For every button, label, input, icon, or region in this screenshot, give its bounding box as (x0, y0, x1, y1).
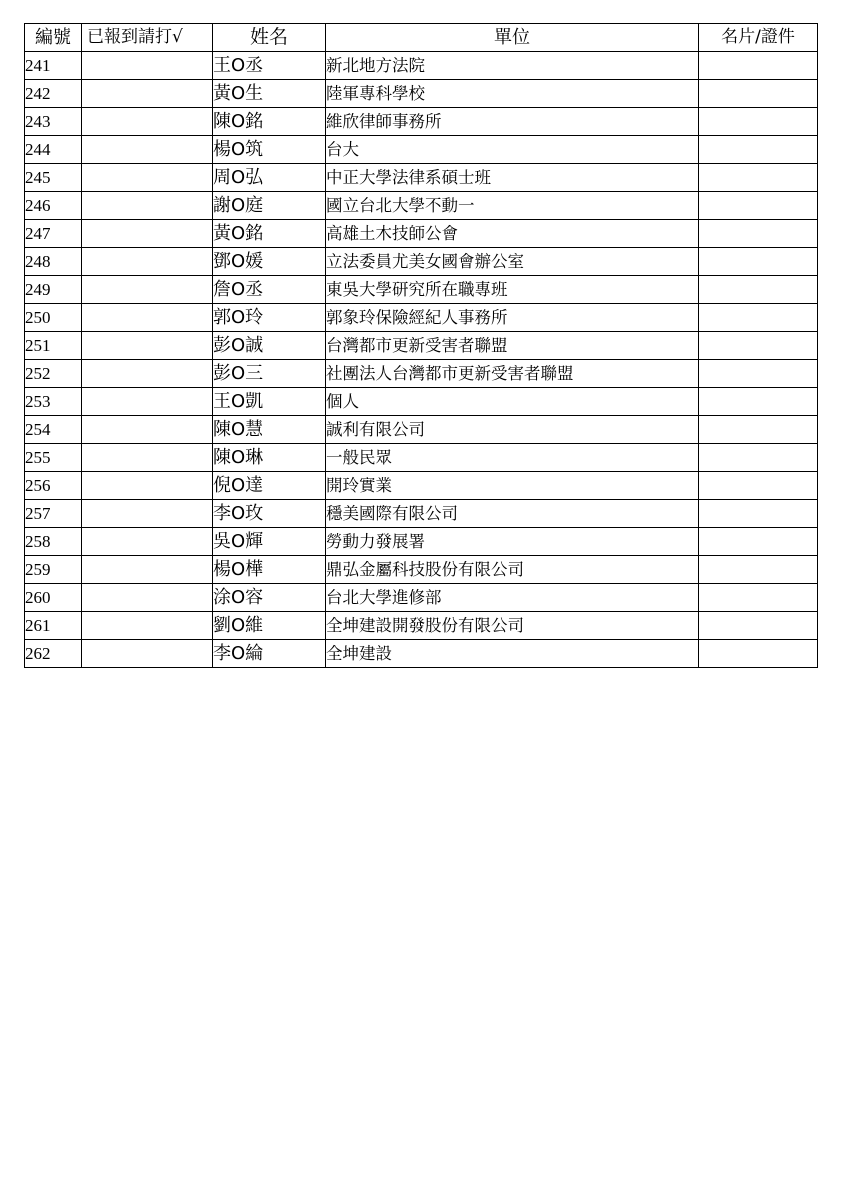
table-row (25, 192, 818, 220)
row-number: 247 (25, 220, 82, 248)
checkin-cell[interactable] (82, 528, 213, 556)
card-cell[interactable] (699, 388, 818, 416)
table-row (25, 416, 818, 444)
checkin-cell[interactable] (82, 556, 213, 584)
card-cell[interactable] (699, 136, 818, 164)
checkin-cell[interactable] (82, 584, 213, 612)
row-number: 249 (25, 276, 82, 304)
row-number: 253 (25, 388, 82, 416)
table-row (25, 164, 818, 192)
card-cell[interactable] (699, 612, 818, 640)
table-row (25, 80, 818, 108)
attendee-name: 劉O維 (213, 612, 326, 640)
card-cell[interactable] (699, 472, 818, 500)
attendee-unit: 中正大學法律系碩士班 (326, 164, 699, 192)
header-card: 名片/證件 (699, 24, 818, 52)
checkin-cell[interactable] (82, 192, 213, 220)
row-number: 246 (25, 192, 82, 220)
row-number: 248 (25, 248, 82, 276)
attendee-unit: 鼎弘金屬科技股份有限公司 (326, 556, 699, 584)
header-unit: 單位 (326, 24, 699, 52)
card-cell[interactable] (699, 248, 818, 276)
attendee-unit: 郭象玲保險經紀人事務所 (326, 304, 699, 332)
table-row (25, 360, 818, 388)
table-row (25, 108, 818, 136)
row-number: 255 (25, 444, 82, 472)
row-number: 257 (25, 500, 82, 528)
checkin-cell[interactable] (82, 388, 213, 416)
card-cell[interactable] (699, 332, 818, 360)
attendee-name: 王O丞 (213, 52, 326, 80)
header-checkin: 已報到請打√ (82, 24, 213, 52)
row-number: 256 (25, 472, 82, 500)
checkin-cell[interactable] (82, 52, 213, 80)
row-number: 259 (25, 556, 82, 584)
card-cell[interactable] (699, 556, 818, 584)
checkin-cell[interactable] (82, 164, 213, 192)
attendee-name: 詹O丞 (213, 276, 326, 304)
checkin-cell[interactable] (82, 332, 213, 360)
table-row (25, 500, 818, 528)
checkin-cell[interactable] (82, 360, 213, 388)
attendee-name: 彭O誠 (213, 332, 326, 360)
attendee-unit: 高雄土木技師公會 (326, 220, 699, 248)
attendee-name: 郭O玲 (213, 304, 326, 332)
checkin-cell[interactable] (82, 444, 213, 472)
attendee-name: 周O弘 (213, 164, 326, 192)
attendee-unit: 台北大學進修部 (326, 584, 699, 612)
table-row (25, 304, 818, 332)
row-number: 243 (25, 108, 82, 136)
header-name: 姓名 (213, 24, 326, 52)
card-cell[interactable] (699, 108, 818, 136)
attendee-name: 倪O達 (213, 472, 326, 500)
attendee-name: 吳O輝 (213, 528, 326, 556)
checkin-cell[interactable] (82, 500, 213, 528)
row-number: 262 (25, 640, 82, 668)
row-number: 241 (25, 52, 82, 80)
attendee-unit: 誠利有限公司 (326, 416, 699, 444)
sign-in-sheet (24, 23, 818, 668)
card-cell[interactable] (699, 304, 818, 332)
checkin-cell[interactable] (82, 276, 213, 304)
card-cell[interactable] (699, 276, 818, 304)
header-number: 編號 (25, 24, 82, 52)
attendee-unit: 一般民眾 (326, 444, 699, 472)
card-cell[interactable] (699, 444, 818, 472)
table-row (25, 640, 818, 668)
attendee-name: 鄧O媛 (213, 248, 326, 276)
card-cell[interactable] (699, 528, 818, 556)
attendee-name: 彭O三 (213, 360, 326, 388)
attendee-unit: 國立台北大學不動一 (326, 192, 699, 220)
table-row (25, 332, 818, 360)
row-number: 261 (25, 612, 82, 640)
attendee-name: 陳O銘 (213, 108, 326, 136)
table-row (25, 556, 818, 584)
row-number: 244 (25, 136, 82, 164)
card-cell[interactable] (699, 500, 818, 528)
checkin-cell[interactable] (82, 248, 213, 276)
table-row (25, 444, 818, 472)
table-row (25, 584, 818, 612)
table-row (25, 136, 818, 164)
attendee-name: 王O凱 (213, 388, 326, 416)
checkin-cell[interactable] (82, 80, 213, 108)
attendee-name: 謝O庭 (213, 192, 326, 220)
attendee-rows (25, 52, 818, 668)
card-cell[interactable] (699, 80, 818, 108)
table-row (25, 388, 818, 416)
checkin-cell[interactable] (82, 416, 213, 444)
attendee-unit: 維欣律師事務所 (326, 108, 699, 136)
row-number: 258 (25, 528, 82, 556)
table-row (25, 248, 818, 276)
table-row (25, 276, 818, 304)
checkin-cell[interactable] (82, 612, 213, 640)
card-cell[interactable] (699, 164, 818, 192)
row-number: 252 (25, 360, 82, 388)
card-cell[interactable] (699, 640, 818, 668)
card-cell[interactable] (699, 584, 818, 612)
attendee-unit: 全坤建設開發股份有限公司 (326, 612, 699, 640)
table-row (25, 220, 818, 248)
checkin-cell[interactable] (82, 108, 213, 136)
row-number: 250 (25, 304, 82, 332)
attendee-unit: 個人 (326, 388, 699, 416)
checkin-cell[interactable] (82, 640, 213, 668)
attendee-name: 黃O生 (213, 80, 326, 108)
table-row (25, 612, 818, 640)
attendee-unit: 東吳大學研究所在職專班 (326, 276, 699, 304)
attendee-unit: 台大 (326, 136, 699, 164)
card-cell[interactable] (699, 52, 818, 80)
checkin-cell[interactable] (82, 136, 213, 164)
attendee-unit: 勞動力發展署 (326, 528, 699, 556)
row-number: 245 (25, 164, 82, 192)
table-row (25, 52, 818, 80)
card-cell[interactable] (699, 416, 818, 444)
attendee-name: 黃O銘 (213, 220, 326, 248)
table-row (25, 472, 818, 500)
attendee-name: 楊O樺 (213, 556, 326, 584)
attendee-name: 楊O筑 (213, 136, 326, 164)
row-number: 251 (25, 332, 82, 360)
row-number: 242 (25, 80, 82, 108)
table-row (25, 528, 818, 556)
header-row (25, 24, 818, 52)
checkin-cell[interactable] (82, 472, 213, 500)
attendee-name: 陳O慧 (213, 416, 326, 444)
row-number: 260 (25, 584, 82, 612)
card-cell[interactable] (699, 192, 818, 220)
attendee-name: 涂O容 (213, 584, 326, 612)
checkin-cell[interactable] (82, 220, 213, 248)
attendee-unit: 社團法人台灣都市更新受害者聯盟 (326, 360, 699, 388)
attendee-unit: 台灣都市更新受害者聯盟 (326, 332, 699, 360)
attendee-unit: 穩美國際有限公司 (326, 500, 699, 528)
attendee-name: 李O玫 (213, 500, 326, 528)
card-cell[interactable] (699, 360, 818, 388)
attendee-unit: 全坤建設 (326, 640, 699, 668)
attendee-unit: 陸軍專科學校 (326, 80, 699, 108)
attendee-unit: 新北地方法院 (326, 52, 699, 80)
card-cell[interactable] (699, 220, 818, 248)
attendee-table (24, 23, 818, 668)
attendee-unit: 立法委員尤美女國會辦公室 (326, 248, 699, 276)
row-number: 254 (25, 416, 82, 444)
attendee-name: 陳O琳 (213, 444, 326, 472)
attendee-name: 李O綸 (213, 640, 326, 668)
checkin-cell[interactable] (82, 304, 213, 332)
attendee-unit: 開玲實業 (326, 472, 699, 500)
